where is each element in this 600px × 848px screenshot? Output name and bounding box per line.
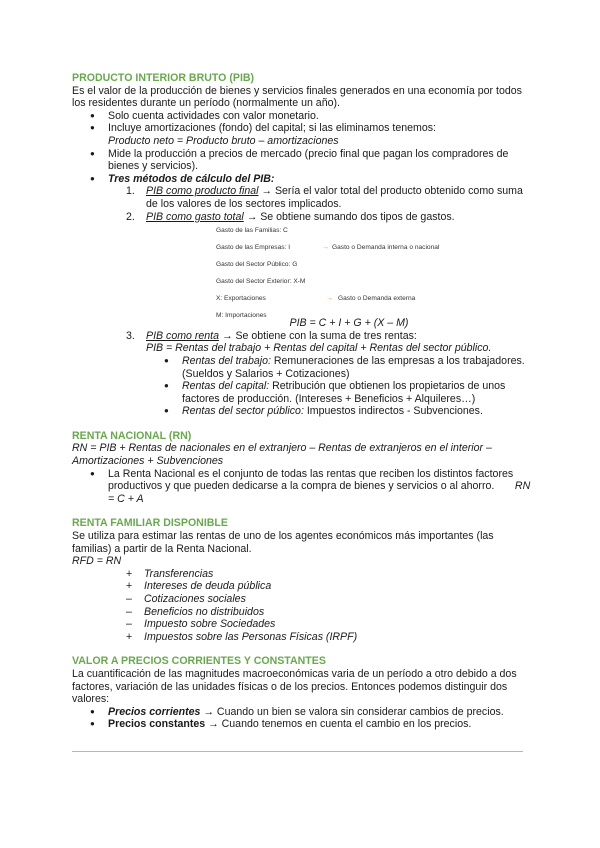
- list-item: + Impuestos sobre las Personas Físicas (IRPF): [126, 630, 358, 643]
- rfd-formula: RFD = RN: [72, 555, 122, 568]
- list-item: ● Rentas del trabajo: Remuneraciones de las empresas a los trabajadores. (Sueldos y Salarios + Cotizaciones): [182, 355, 532, 380]
- precios-corrientes-label: Precios corrientes: [108, 705, 201, 718]
- rfd-items-list: [72, 568, 532, 644]
- list-item: ● Precios corrientes → Cuando un bien se valora sin considerar cambios de precios.: [108, 706, 532, 719]
- pib-bullet-1: Solo cuenta actividades con valor monetario.: [108, 109, 319, 122]
- rfd-intro: Se utiliza para estimar las rentas de uno de los agentes económicos más importantes (las familias) a partir de la Renta Nacional.: [72, 530, 494, 555]
- valor-bullet-list: [72, 706, 532, 731]
- diagram-demanda-interna: Gasto o Demanda interna o nacional: [332, 244, 440, 252]
- gasto-diagram: [216, 223, 532, 320]
- diagram-row-sector-publico: Gasto del Sector Público: G: [216, 261, 298, 269]
- method-3-text: → Se obtiene con la suma de tres rentas:: [219, 329, 417, 342]
- list-item: + Transferencias: [126, 567, 214, 580]
- list-item: [108, 173, 532, 418]
- list-item: 2. PIB como gasto total → Se obtiene sumando dos tipos de gastos. Gasto de las Familias: C Gasto de las Empresas: I → Gasto o Demanda interna o nacional Gasto del Sector Público: G Gasto del Sector Exterior: X-M X: Exportaciones → Gasto o Demanda externa M: Importaciones PIB = C + I + G + (X – M): [146, 211, 532, 330]
- list-item: [108, 122, 532, 147]
- arrow-right-icon: →: [322, 244, 329, 252]
- pib-gasto-formula: PIB = C + I + G + (X – M): [289, 317, 409, 330]
- rentas-list: [146, 355, 532, 418]
- diagram-row-importaciones: M: Importaciones: [216, 312, 267, 320]
- arrow-right-icon: →: [326, 295, 333, 303]
- valor-heading: VALOR A PRECIOS CORRIENTES Y CONSTANTES: [72, 655, 326, 668]
- list-item: – Impuesto sobre Sociedades: [126, 618, 276, 631]
- pib-bullet-list: [72, 110, 532, 418]
- valor-intro: La cuantificación de las magnitudes macroeconómicas varia de un período a otro debido a dos factores, variación de las unidades físicas o de los precios. Entonces podemos distinguir dos valores:: [72, 667, 517, 706]
- producto-neto-formula: Producto neto = Producto bruto – amortizaciones: [108, 134, 339, 147]
- method-3-label: PIB como renta: [146, 329, 220, 342]
- pib-bullet-3: Mide la producción a precios de mercado (precio final que pagan los compradores de bienes y servicios).: [108, 147, 509, 173]
- diagram-row-familias: Gasto de las Familias: C: [216, 227, 288, 235]
- rn-formula: RN = PIB + Rentas de nacionales en el extranjero – Rentas de extranjeros en el interior – Amortizaciones + Subvenciones: [72, 442, 492, 468]
- renta-trabajo-label: Rentas del trabajo:: [182, 354, 271, 367]
- divider: [72, 751, 523, 752]
- diagram-row-sector-exterior: Gasto del Sector Exterior: X-M: [216, 278, 306, 286]
- diagram-row-empresas: Gasto de las Empresas: I: [216, 244, 291, 252]
- rn-bullet-list: [72, 468, 532, 506]
- list-item: – Cotizaciones sociales: [126, 593, 246, 605]
- methods-title: Tres métodos de cálculo del PIB:: [108, 172, 275, 185]
- list-item: 1. PIB como producto final → Sería el valor total del producto obtenido como suma de los valores de los sectores implicados.: [126, 185, 523, 210]
- list-item: ● La Renta Nacional es el conjunto de todas las rentas que reciben los distintos factores productivos y que pueden dedicarse a la compra de bienes y servicios o al ahorro. RN = C + A: [108, 468, 532, 506]
- pib-renta-formula: PIB = Rentas del trabajo + Rentas del capital + Rentas del sector público.: [146, 342, 492, 355]
- method-1-label: PIB como producto final: [146, 185, 259, 198]
- diagram-row-exportaciones: X: Exportaciones: [216, 295, 266, 303]
- renta-sector-publico-label: Rentas del sector público:: [182, 405, 304, 418]
- methods-list: [108, 185, 532, 418]
- document-page: [72, 72, 532, 731]
- renta-capital-label: Rentas del capital:: [182, 380, 270, 393]
- list-item: 3. PIB como renta → Se obtiene con la suma de tres rentas: PIB = Rentas del trabajo + Rentas del capital + Rentas del sector público. ● Rentas del trabajo: Remuneraciones de las empresas a los trabajadores. (Sueldos y Salarios + Cotizaciones) ● Rentas del capital: Retribución que obtienen los propietarios de unos factores de producción. (Intereses + Beneficios + Alquileres…) ● Rentas del sector público: Impuestos indirectos - Subvenciones.: [146, 330, 532, 418]
- list-item: ● Rentas del capital: Retribución que obtienen los propietarios de unos factores de producción. (Intereses + Beneficios + Alquileres…): [182, 380, 532, 405]
- rn-ca-formula: RN = C + A: [108, 480, 531, 505]
- rfd-heading: RENTA FAMILIAR DISPONIBLE: [72, 517, 228, 530]
- pib-heading: PRODUCTO INTERIOR BRUTO (PIB): [72, 72, 255, 84]
- list-item: ● Precios constantes → Cuando tenemos en cuenta el cambio en los precios.: [108, 718, 532, 731]
- diagram-demanda-externa: Gasto o Demanda externa: [338, 295, 416, 303]
- method-1-text: → Sería el valor total del producto obtenido como suma de los valores de los sectores implicados.: [146, 185, 523, 210]
- pib-intro: Es el valor de la producción de bienes y servicios finales generados en una economía por todos los residentes durante un período (normalmente un año).: [72, 84, 522, 110]
- list-item: ● Rentas del sector público: Impuestos indirectos - Subvenciones.: [182, 405, 532, 418]
- rn-heading: RENTA NACIONAL (RN): [72, 429, 192, 442]
- list-item: – Beneficios no distribuidos: [126, 605, 265, 618]
- list-item: [108, 110, 532, 123]
- list-item: + Intereses de deuda pública: [126, 580, 272, 593]
- pib-bullet-2: Incluye amortizaciones (fondo) del capital; si las eliminamos tenemos:: [108, 122, 436, 135]
- method-2-label: PIB como gasto total: [146, 210, 244, 223]
- precios-constantes-label: Precios constantes: [108, 718, 206, 731]
- list-item: [108, 148, 532, 173]
- method-2-text: → Se obtiene sumando dos tipos de gastos.: [243, 210, 455, 223]
